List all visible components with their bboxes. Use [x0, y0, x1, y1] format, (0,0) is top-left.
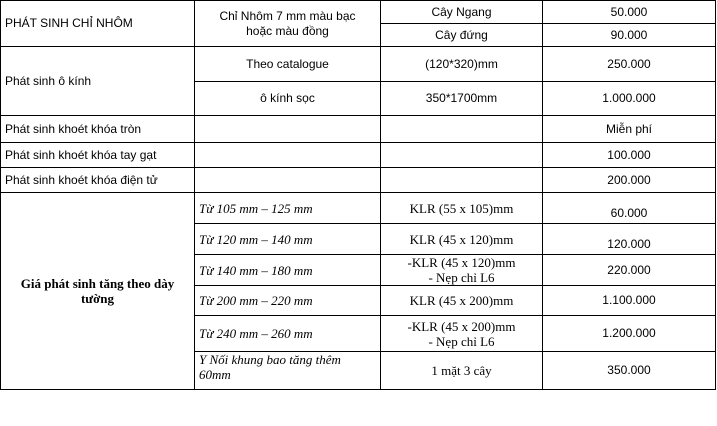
day-tuong-price-2: 120.000 — [543, 224, 716, 255]
chi-nhom-type-2: Cây đứng — [381, 24, 543, 47]
day-tuong-range-4: Từ 200 mm – 220 mm — [195, 286, 381, 316]
day-tuong-range-6-line2: 60mm — [199, 367, 231, 382]
day-tuong-spec-5-line1: -KLR (45 x 200)mm — [407, 318, 516, 334]
day-tuong-price-5: 1.200.000 — [543, 316, 716, 352]
day-tuong-price-4: 1.100.000 — [543, 286, 716, 316]
day-tuong-spec-5 — [381, 316, 543, 352]
chi-nhom-desc-line2: hoặc màu đồng — [246, 23, 329, 38]
khoa-dien-tu-empty-2 — [381, 168, 543, 193]
khoa-tay-gat-label: Phát sinh khoét khóa tay gạt — [0, 143, 195, 168]
khoa-tay-gat-empty-2 — [381, 143, 543, 168]
khoa-tay-gat-price: 100.000 — [543, 143, 716, 168]
khoa-dien-tu-label: Phát sinh khoét khóa điện tử — [0, 168, 195, 193]
khoa-dien-tu-price: 200.000 — [543, 168, 716, 193]
day-tuong-range-2: Từ 120 mm – 140 mm — [195, 224, 381, 255]
chi-nhom-label-text: PHÁT SINH CHỈ NHÔM — [5, 16, 133, 30]
day-tuong-label-line2: tường — [80, 291, 115, 306]
day-tuong-range-3: Từ 140 mm – 180 mm — [195, 255, 381, 286]
khoa-tay-gat-empty-1 — [195, 143, 381, 168]
day-tuong-spec-2: KLR (45 x 120)mm — [381, 224, 543, 255]
day-tuong-range-6 — [195, 352, 381, 390]
o-kinh-desc-2: ô kính sọc — [195, 82, 381, 116]
day-tuong-range-5: Từ 240 mm – 260 mm — [195, 316, 381, 352]
chi-nhom-desc-line1: Chỉ Nhôm 7 mm màu bạc — [219, 8, 356, 23]
chi-nhom-type-1: Cây Ngang — [381, 0, 543, 24]
day-tuong-spec-3 — [381, 255, 543, 286]
chi-nhom-label — [0, 0, 195, 47]
day-tuong-price-1: 60.000 — [543, 193, 716, 224]
day-tuong-spec-5-line2: - Nẹp chỉ L6 — [428, 333, 495, 349]
khoa-tron-empty-2 — [381, 116, 543, 143]
khoa-tron-price: Miễn phí — [543, 116, 716, 143]
day-tuong-spec-6: 1 mặt 3 cây — [381, 352, 543, 390]
chi-nhom-desc — [195, 0, 381, 47]
o-kinh-size-2: 350*1700mm — [381, 82, 543, 116]
day-tuong-spec-4: KLR (45 x 200)mm — [381, 286, 543, 316]
day-tuong-label-line1: Giá phát sinh tăng theo dày — [20, 276, 175, 291]
day-tuong-spec-3-line1: -KLR (45 x 120)mm — [407, 255, 516, 270]
chi-nhom-price-1: 50.000 — [543, 0, 716, 24]
day-tuong-range-1: Từ 105 mm – 125 mm — [195, 193, 381, 224]
day-tuong-spec-1: KLR (55 x 105)mm — [381, 193, 543, 224]
o-kinh-label — [0, 47, 195, 116]
o-kinh-label-text: Phát sinh ô kính — [5, 73, 92, 88]
khoa-dien-tu-empty-1 — [195, 168, 381, 193]
o-kinh-size-1: (120*320)mm — [381, 47, 543, 82]
chi-nhom-price-2: 90.000 — [543, 24, 716, 47]
day-tuong-label — [0, 193, 195, 390]
o-kinh-price-1: 250.000 — [543, 47, 716, 82]
day-tuong-spec-3-line2: - Nẹp chỉ L6 — [428, 270, 495, 285]
o-kinh-price-2: 1.000.000 — [543, 82, 716, 116]
o-kinh-desc-1: Theo catalogue — [195, 47, 381, 82]
khoa-tron-empty-1 — [195, 116, 381, 143]
khoa-tron-label: Phát sinh khoét khóa tròn — [0, 116, 195, 143]
day-tuong-price-3: 220.000 — [543, 255, 716, 286]
day-tuong-range-6-line1: Y Nối khung bao tăng thêm — [199, 352, 341, 367]
day-tuong-price-6: 350.000 — [543, 352, 716, 390]
